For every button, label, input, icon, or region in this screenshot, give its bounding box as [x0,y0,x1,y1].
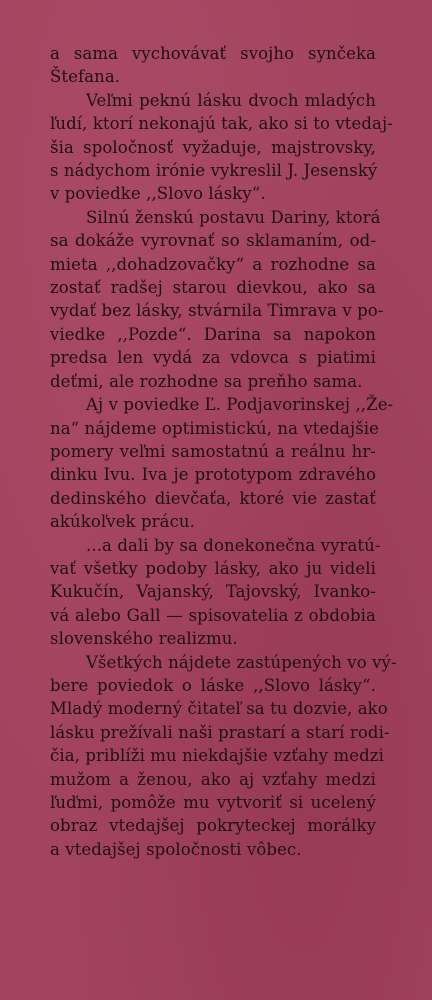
text-line: dedinského dievčaťa, ktoré vie zastať [50,488,376,508]
paragraph-2 [50,89,393,206]
text-line: a sama vychovávať svojho synčeka [50,44,376,63]
text-line: bere poviedok o láske ,,Slovo lásky“. [50,675,376,695]
text-line: ľudí, ktorí nekonajú tak, ako si to vtedaj- [50,114,393,134]
text-line: sa dokáže vyrovnať so sklamaním, od- [50,231,376,251]
text-line: dinku Ivu. Iva je prototypom zdravého [50,465,376,485]
text-line: a vtedajšej spoločnosti vôbec. [50,839,302,859]
text-line: vať všetky podoby lásky, ako ju videli [50,558,376,578]
text-line: mužom a ženou, ako aj vzťahy medzi [50,769,376,789]
paragraph-1 [50,42,376,89]
text-line: Štefana. [50,67,121,87]
text-line: v poviedke ,,Slovo lásky“. [50,184,266,204]
text-line: deťmi, ale rozhodne sa preňho sama. [50,371,363,391]
text-line: slovenského realizmu. [50,629,238,649]
text-line: Všetkých nájdete zastúpených vo vý- [86,652,397,672]
text-line: pomery veľmi samostatnú a reálnu hr- [50,441,376,461]
text-line: viedke ,,Pozde“. Darina sa napokon [50,324,376,344]
text-line: predsa len vydá za vdovca s piatimi [50,348,376,368]
text-line: šia spoločnosť vyžaduje, majstrovsky, [50,137,376,157]
text-line: mieta ,,dohadzovačky“ a rozhodne sa [50,254,376,274]
text-line: zostať radšej starou dievkou, ako sa [50,278,376,298]
text-line: obraz vtedajšej pokryteckej morálky [50,816,376,836]
text-line: ľuďmi, pomôže mu vytvoriť si ucelený [50,793,376,812]
text-line: Silnú ženskú postavu Dariny, ktorá [86,207,381,227]
paragraph-6 [50,651,397,862]
text-line: lásku prežívali naši prastarí a starí rodi- [50,722,390,742]
text-line: vydať bez lásky, stvárnila Timrava v po- [50,301,384,321]
paragraph-4 [50,393,394,533]
text-line: Veľmi peknú lásku dvoch mladých [86,90,376,110]
paragraph-5 [50,534,381,651]
text-line: akúkoľvek prácu. [50,512,195,532]
text-line: na“ nájdeme optimistickú, na vtedajšie [50,418,380,438]
blurb-text [50,42,397,861]
text-line: Kukučín, Vajanský, Tajovský, Ivanko- [50,582,376,602]
text-line: Aj v poviedke Ľ. Podjavorinskej ,,Že- [86,395,394,415]
text-line: Mladý moderný čitateľ sa tu dozvie, ako [50,699,388,719]
paragraph-3 [50,206,384,393]
text-line: s nádychom irónie vykreslil J. Jesenský [50,161,378,181]
text-line: vá alebo Gall — spisovatelia z obdobia [50,605,376,625]
text-line: čia, priblíži mu niekdajšie vzťahy medzi [50,746,384,766]
text-line: ...a dali by sa donekonečna vyratú- [86,535,381,555]
